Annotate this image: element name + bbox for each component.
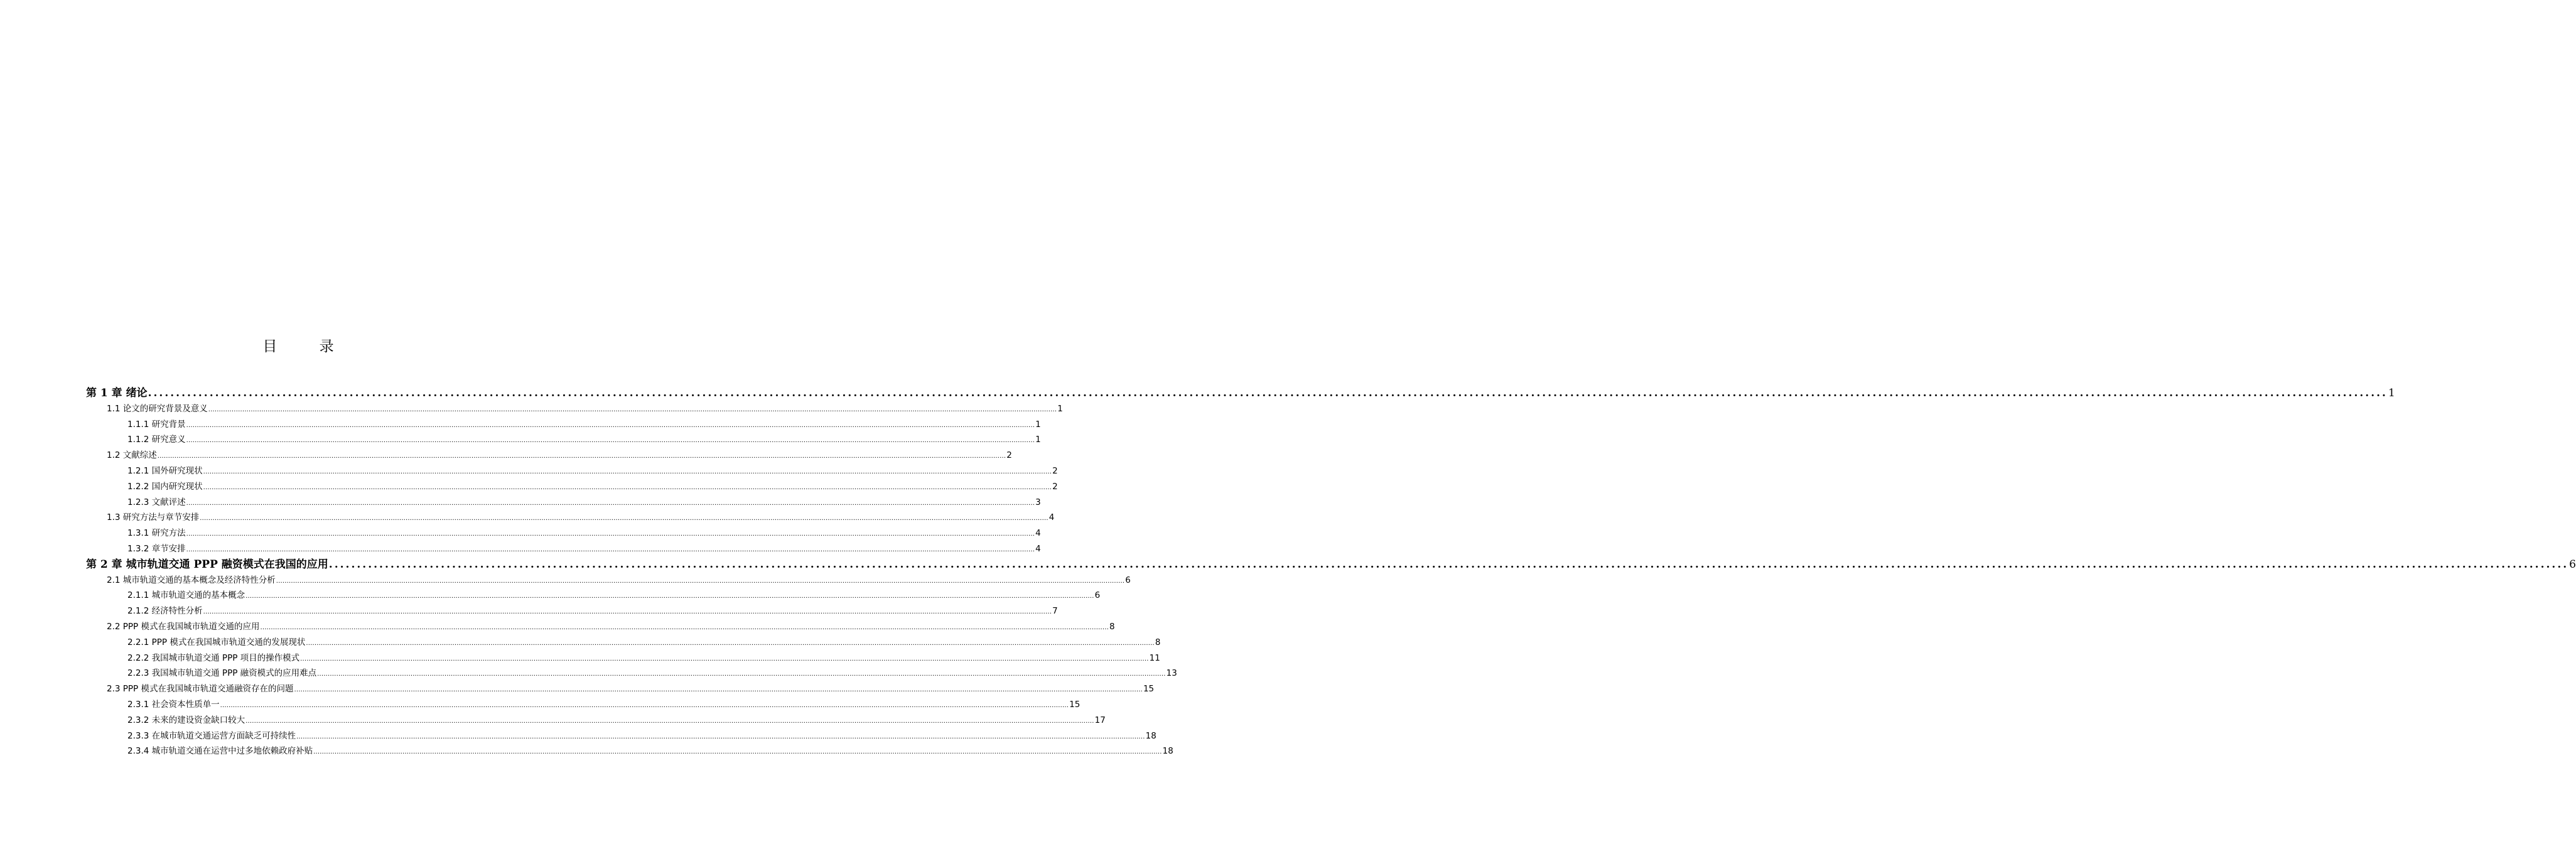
toc-entry-title: 1.3.1 研究方法 (127, 528, 186, 539)
toc-leader-dots: ................................................................................................................................................................................................................................................................................................................................................................................................................ (294, 686, 1143, 694)
toc-entry-title: 1.2.2 国内研究现状 (127, 481, 203, 492)
toc-section-entry[interactable] (127, 432, 1041, 445)
toc-page-number: 8 (1155, 637, 1161, 647)
toc-leader-dots: ................................................................................................................................................................................................................................................................................................................................................................................................................ (186, 546, 1035, 553)
toc-chapter-entry[interactable] (86, 555, 2576, 571)
toc-section-entry[interactable] (127, 666, 1177, 679)
toc-section-entry[interactable] (127, 526, 1041, 539)
toc-page-number: 1 (2388, 387, 2395, 399)
toc-entry-title: 1.3 研究方法与章节安排 (107, 512, 200, 523)
toc-page-number: 1 (1057, 403, 1063, 414)
toc-leader-dots: ................................................................................................................................................................................................................................................................................................................................................................................................................ (200, 515, 1048, 522)
toc-page-number: 7 (1052, 606, 1058, 617)
toc-entry-title: 第 1 章 绪论 (86, 387, 148, 399)
toc-entry-title: 1.2.1 国外研究现状 (127, 466, 203, 476)
toc-section-entry[interactable] (127, 651, 1160, 663)
toc-page-number: 6 (1094, 590, 1101, 601)
toc-section-entry[interactable] (127, 495, 1041, 507)
toc-entry-title: 1.1.2 研究意义 (127, 435, 186, 445)
toc-entry-title: 2.1.1 城市轨道交通的基本概念 (127, 590, 245, 601)
toc-section-entry[interactable] (127, 479, 1058, 492)
toc-entry-title: 1.1.1 研究背景 (127, 419, 186, 430)
toc-leader-dots: ................................................................................................................................................................................................................................................................................................................................................................................................................ (186, 421, 1035, 429)
toc-page-number: 15 (1143, 684, 1155, 695)
toc-entry-title: 1.1 论文的研究背景及意义 (107, 403, 208, 414)
toc-entry-title: 2.3.3 在城市轨道交通运营方面缺乏可持续性 (127, 730, 296, 741)
toc-leader-dots: ................................................................................................................................................................................................................................................................................................................................................................................................................ (300, 655, 1149, 663)
toc-section-entry[interactable] (107, 510, 1055, 523)
toc-leader-dots: ................................................................................................................................................................................................................................................................................................................................................................................................................ (203, 484, 1052, 491)
toc-leader-dots: ................................................................................................................................................................................................................................................................................................................................................................................................................ (260, 624, 1109, 631)
toc-entry-title: 第 2 章 城市轨道交通 PPP 融资模式在我国的应用 (86, 558, 328, 571)
toc-page-number: 4 (1035, 528, 1041, 539)
toc-entry-title: 2.3.1 社会资本性质单一 (127, 700, 220, 710)
toc-section-entry[interactable] (127, 463, 1058, 476)
toc-page-number: 18 (1145, 730, 1156, 741)
toc-leader-dots: ................................................................................................................................................................................................................................................................................................................................................................................................................ (276, 577, 1125, 585)
toc-entry-title: 2.2.3 我国城市轨道交通 PPP 融资模式的应用难点 (127, 668, 317, 679)
toc-leader-dots: ................................................................................................................................................................................................................................................................................................................................................................................................................ (317, 671, 1166, 678)
toc-leader-dots: ................................................................................................................................................................................................................................................................................................................................................................................................................ (313, 749, 1162, 756)
toc-entry-title: 2.2 PPP 模式在我国城市轨道交通的应用 (107, 622, 260, 632)
toc-page-number: 2 (1052, 466, 1058, 476)
toc-leader-dots: ................................................................................................................................................................................................................................................................................................................................................................................................................ (220, 702, 1069, 709)
toc-section-entry[interactable] (127, 588, 1101, 601)
toc-section-entry[interactable] (127, 728, 1156, 741)
toc-section-entry[interactable] (107, 448, 1012, 461)
toc-section-entry[interactable] (127, 635, 1161, 647)
toc-section-entry[interactable] (127, 697, 1081, 710)
toc-entry-title: 2.1.2 经济特性分析 (127, 606, 203, 617)
toc-page-number: 6 (1125, 575, 1131, 585)
toc-page-number: 13 (1166, 668, 1177, 679)
toc-page-number: 6 (2569, 558, 2576, 571)
toc-title: 目 录 (262, 338, 353, 355)
toc-page-number: 11 (1149, 652, 1160, 663)
toc-section-entry[interactable] (107, 401, 1063, 414)
toc-page-number: 18 (1162, 746, 1173, 757)
toc-page-number: 3 (1035, 497, 1041, 507)
toc-entry-title: 2.2.1 PPP 模式在我国城市轨道交通的发展现状 (127, 637, 306, 647)
toc-page-number: 15 (1069, 700, 1081, 710)
toc-leader-dots: ................................................................................................................................................................................................................................................................................................................................................................................................................ (203, 468, 1052, 475)
toc-leader-dots: ................................................................................................................................................................................................................................................................................................................................................................................................................ (306, 639, 1155, 647)
toc-section-entry[interactable] (127, 603, 1058, 617)
toc-leader-dots: ................................................................................................................................................................................................................................................................................................................................................................................................................ (328, 558, 2569, 571)
toc-entry-title: 2.2.2 我国城市轨道交通 PPP 项目的操作模式 (127, 652, 300, 663)
toc-section-entry[interactable] (127, 744, 1173, 757)
toc-entry-title: 2.1 城市轨道交通的基本概念及经济特性分析 (107, 575, 276, 585)
toc-page-number: 4 (1035, 544, 1041, 554)
toc-leader-dots: ................................................................................................................................................................................................................................................................................................................................................................................................................ (157, 453, 1006, 460)
toc-section-entry[interactable] (127, 417, 1041, 430)
toc-entry-title: 1.2 文献综述 (107, 450, 157, 461)
toc-section-entry[interactable] (127, 713, 1106, 725)
toc-page-number: 2 (1052, 481, 1058, 492)
toc-leader-dots: ................................................................................................................................................................................................................................................................................................................................................................................................................ (148, 387, 2388, 399)
toc-leader-dots: ................................................................................................................................................................................................................................................................................................................................................................................................................ (186, 499, 1035, 507)
toc-entry-title: 2.3.4 城市轨道交通在运营中过多地依赖政府补贴 (127, 746, 313, 757)
toc-entry-title: 2.3 PPP 模式在我国城市轨道交通融资存在的问题 (107, 684, 294, 695)
toc-leader-dots: ................................................................................................................................................................................................................................................................................................................................................................................................................ (245, 593, 1094, 600)
toc-page-number: 1 (1035, 419, 1041, 430)
toc-page-number: 4 (1048, 512, 1055, 523)
toc-page-number: 8 (1109, 622, 1115, 632)
toc-section-entry[interactable] (107, 619, 1115, 632)
toc-leader-dots: ................................................................................................................................................................................................................................................................................................................................................................................................................ (245, 717, 1094, 725)
toc-page-number: 1 (1035, 435, 1041, 445)
toc-page-number: 17 (1094, 715, 1106, 725)
toc-leader-dots: ................................................................................................................................................................................................................................................................................................................................................................................................................ (186, 531, 1035, 538)
toc-leader-dots: ................................................................................................................................................................................................................................................................................................................................................................................................................ (203, 609, 1052, 616)
toc-section-entry[interactable] (127, 541, 1041, 554)
toc-leader-dots: ................................................................................................................................................................................................................................................................................................................................................................................................................ (208, 406, 1057, 413)
toc-section-entry[interactable] (107, 573, 1131, 585)
toc-entry-title: 2.3.2 未来的建设资金缺口较大 (127, 715, 245, 725)
toc-entry-title: 1.2.3 文献评述 (127, 497, 186, 507)
toc-chapter-entry[interactable] (86, 384, 2395, 399)
toc-leader-dots: ................................................................................................................................................................................................................................................................................................................................................................................................................ (296, 733, 1145, 740)
toc-page-number: 2 (1006, 450, 1012, 461)
toc-leader-dots: ................................................................................................................................................................................................................................................................................................................................................................................................................ (186, 437, 1035, 445)
toc-section-entry[interactable] (107, 681, 1155, 695)
toc-entry-title: 1.3.2 章节安排 (127, 544, 186, 554)
